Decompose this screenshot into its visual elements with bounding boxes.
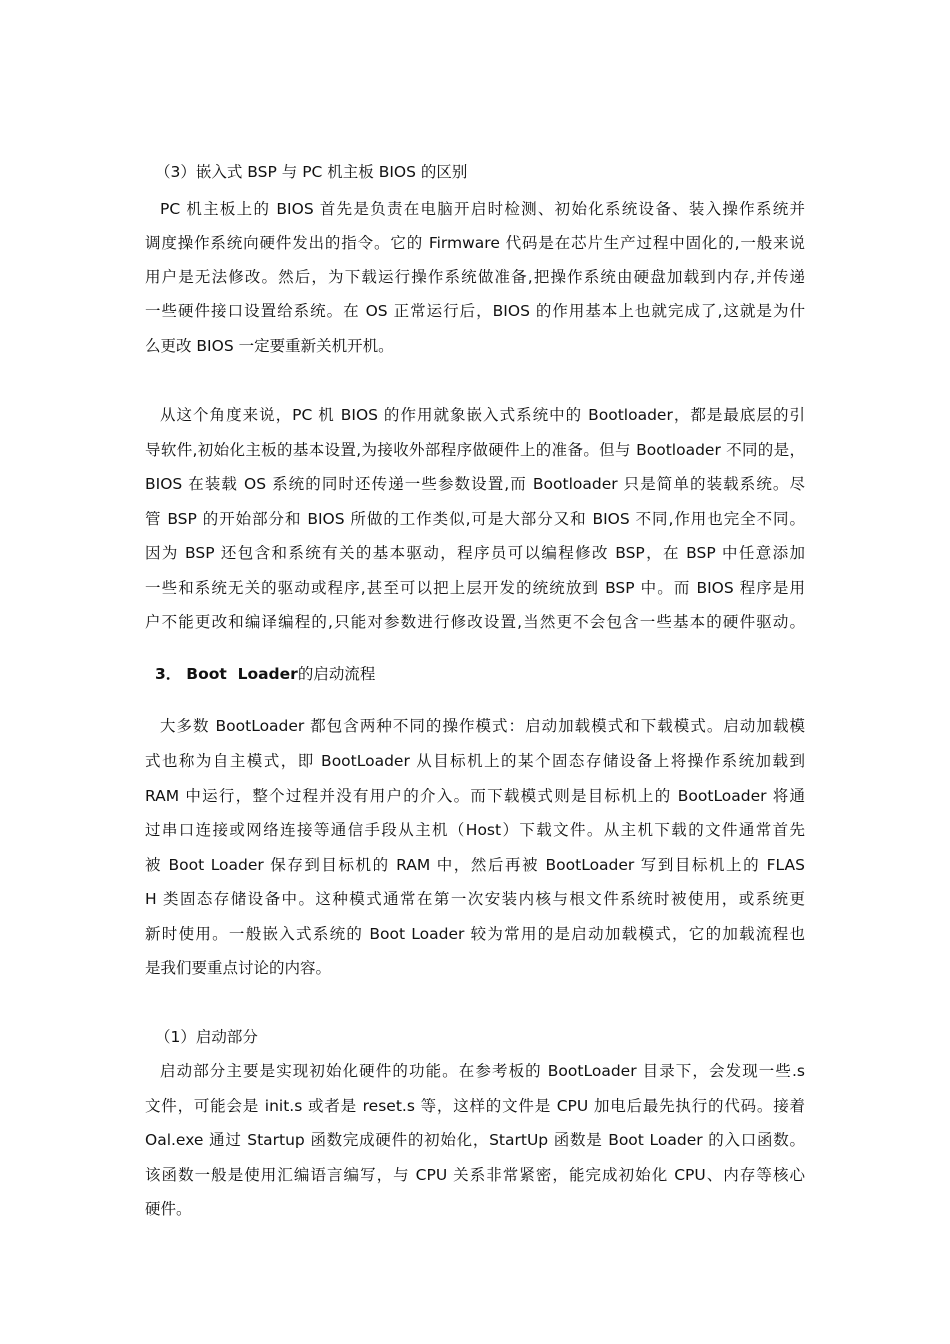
paragraph-line: 式也称为自主模式，即 BootLoader 从目标机上的某个固态存储设备上将操作系统加载到 bbox=[145, 752, 805, 770]
paragraph-line: 该函数一般是使用汇编语言编写，与 CPU 关系非常紧密，能完成初始化 CPU、内存等核心 bbox=[145, 1166, 805, 1184]
paragraph-line: 一些和系统无关的驱动或程序,甚至可以把上层开发的统统放到 BSP 中。而 BIOS 程序是用 bbox=[145, 579, 805, 597]
paragraph-line: 文件，可能会是 init.s 或者是 reset.s 等，这样的文件是 CPU 加电后最先执行的代码。接着 bbox=[145, 1097, 805, 1115]
paragraph-line: RAM 中运行，整个过程并没有用户的介入。而下载模式则是目标机上的 BootLoader 将通 bbox=[145, 787, 805, 805]
paragraph-line: 过串口连接或网络连接等通信手段从主机（Host）下载文件。从主机下载的文件通常首先 bbox=[145, 821, 805, 839]
paragraph-line: 调度操作系统向硬件发出的指令。它的 Firmware 代码是在芯片生产过程中固化的,一般来说 bbox=[145, 234, 805, 252]
paragraph-line: 启动部分主要是实现初始化硬件的功能。在参考板的 BootLoader 目录下，会发现一些.s bbox=[160, 1062, 805, 1080]
heading-number: 3 bbox=[155, 665, 166, 683]
paragraph-line: 户不能更改和编译编程的,只能对参数进行修改设置,当然更不会包含一些基本的硬件驱动。 bbox=[145, 613, 805, 631]
paragraph-line: 大多数 BootLoader 都包含两种不同的操作模式：启动加载模式和下载模式。启动加载模 bbox=[160, 717, 805, 735]
section-heading-boot-flow: 3． Boot Loader的启动流程 bbox=[155, 665, 376, 683]
paragraph-line: 因为 BSP 还包含和系统有关的基本驱动，程序员可以编程修改 BSP，在 BSP 中任意添加 bbox=[145, 544, 805, 562]
paragraph-line: 被 Boot Loader 保存到目标机的 RAM 中，然后再被 BootLoader 写到目标机上的 FLAS bbox=[145, 856, 805, 874]
paragraph-line: PC 机主板上的 BIOS 首先是负责在电脑开启时检测、初始化系统设备、装入操作系统并 bbox=[160, 200, 805, 218]
paragraph-line: 从这个角度来说，PC 机 BIOS 的作用就象嵌入式系统中的 Bootloader，都是最底层的引 bbox=[160, 406, 805, 424]
paragraph-line: 么更改 BIOS 一定要重新关机开机。 bbox=[145, 337, 394, 355]
section-heading-bsp-vs-bios: （3）嵌入式 BSP 与 PC 机主板 BIOS 的区别 bbox=[155, 163, 468, 181]
paragraph-line: 导软件,初始化主板的基本设置,为接收外部程序做硬件上的准备。但与 Bootloader 不同的是， bbox=[145, 441, 805, 459]
paragraph-line: BIOS 在装载 OS 系统的同时还传递一些参数设置,而 Bootloader 只是简单的装载系统。尽 bbox=[145, 475, 805, 493]
heading-rest-text: 的启动流程 bbox=[297, 665, 376, 683]
paragraph-line: H 类固态存储设备中。这种模式通常在第一次安装内核与根文件系统时被使用，或系统更 bbox=[145, 890, 805, 908]
paragraph-line: 是我们要重点讨论的内容。 bbox=[145, 959, 332, 977]
paragraph-line: 硬件。 bbox=[145, 1200, 192, 1218]
paragraph-line: 一些硬件接口设置给系统。在 OS 正常运行后，BIOS 的作用基本上也就完成了,这就是为什 bbox=[145, 302, 805, 320]
paragraph-line: 管 BSP 的开始部分和 BIOS 所做的工作类似,可是大部分又和 BIOS 不同,作用也完全不同。 bbox=[145, 510, 805, 528]
paragraph-line: 新时使用。一般嵌入式系统的 Boot Loader 较为常用的是启动加载模式，它的加载流程也 bbox=[145, 925, 805, 943]
paragraph-line: Oal.exe 通过 Startup 函数完成硬件的初始化，StartUp 函数是 Boot Loader 的入口函数。 bbox=[145, 1131, 805, 1149]
paragraph-line: 用户是无法修改。然后，为下载运行操作系统做准备,把操作系统由硬盘加载到内存,并传递 bbox=[145, 268, 805, 286]
heading-bold-text: Boot Loader bbox=[186, 665, 298, 683]
section-heading-startup: （1）启动部分 bbox=[155, 1028, 258, 1046]
